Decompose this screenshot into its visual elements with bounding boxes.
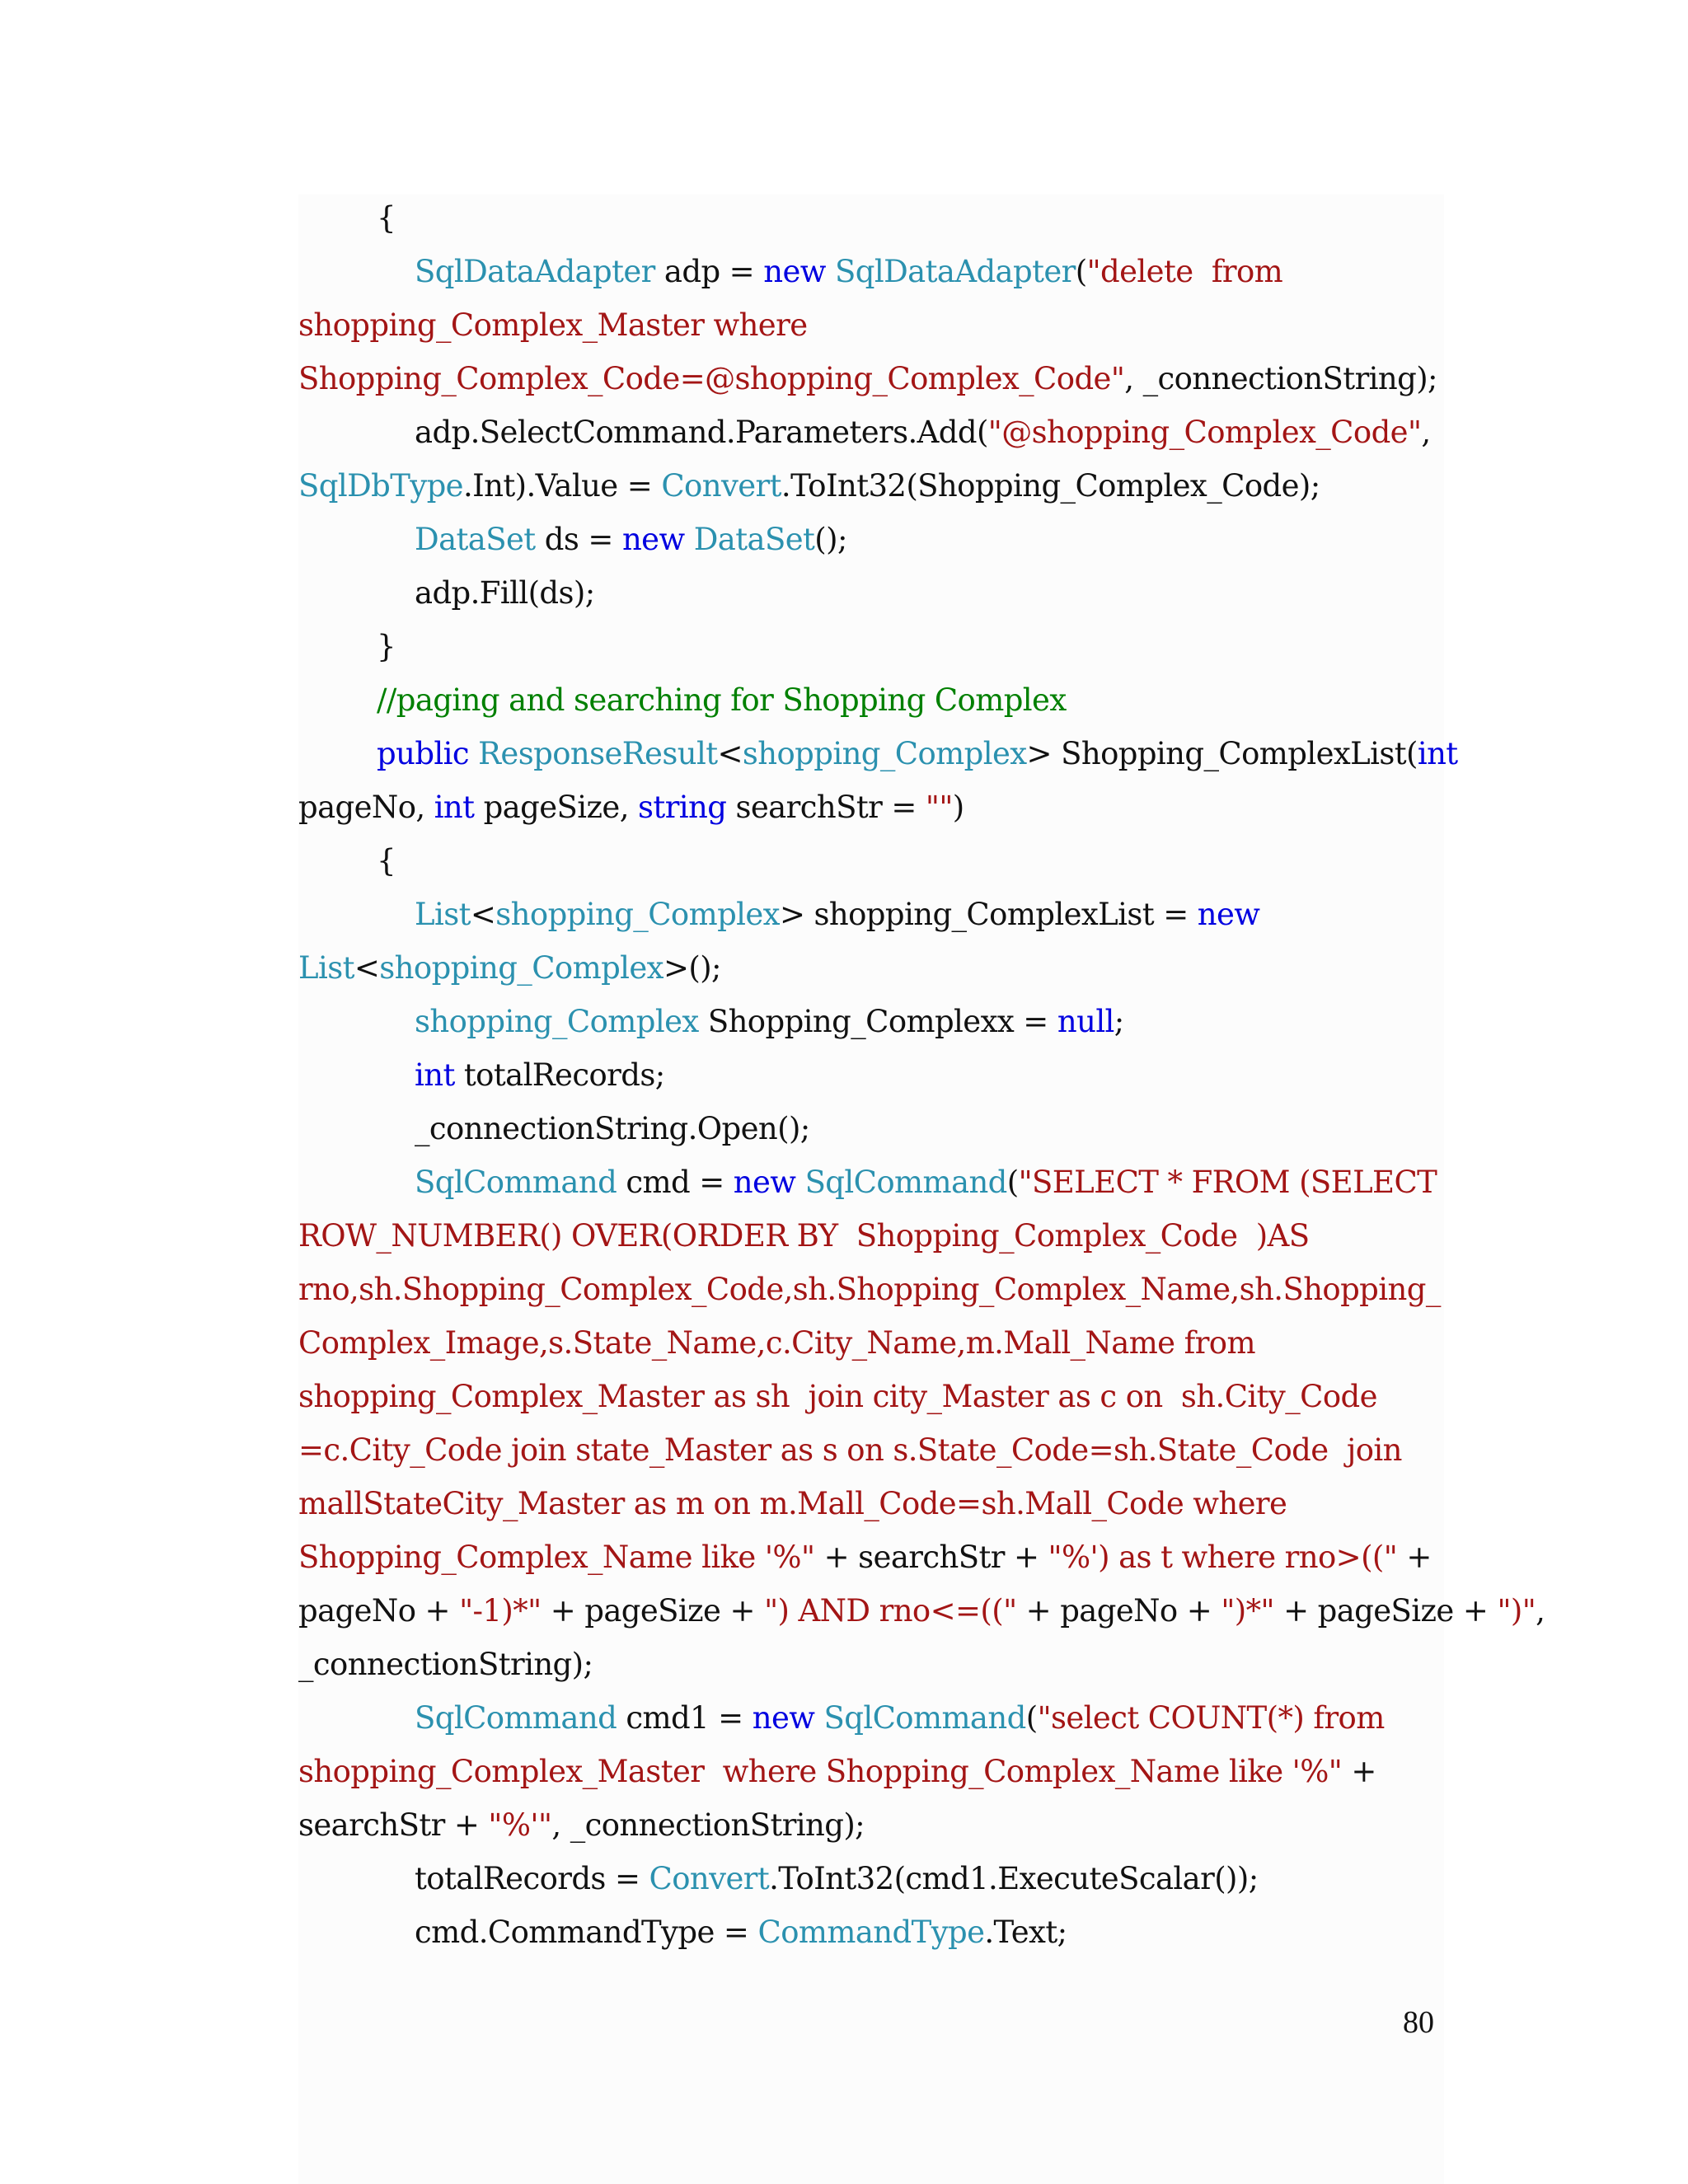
code-text-token: > Shopping_ComplexList( [1026, 736, 1418, 771]
code-keyword-token: null [1057, 1004, 1114, 1039]
code-string-token: "delete from [1086, 254, 1283, 289]
code-line [298, 834, 1452, 888]
code-line [298, 405, 1452, 459]
code-type-token: SqlCommand [804, 1165, 1007, 1200]
code-text-token: (); [814, 522, 847, 557]
code-type-token: SqlCommand [415, 1165, 617, 1200]
code-text-token: + [1397, 1540, 1432, 1575]
code-text-token: cmd.CommandType = [415, 1915, 758, 1950]
code-text-token: ( [1025, 1700, 1038, 1736]
code-text-token: searchStr = [726, 790, 926, 825]
code-text-token: .Int).Value = [462, 468, 662, 504]
code-type-token: DataSet [693, 522, 815, 557]
code-keyword-token: int [434, 790, 475, 825]
code-text-token: .ToInt32(Shopping_Complex_Code); [781, 468, 1320, 504]
code-text-token: , [1536, 1593, 1545, 1629]
code-text-token [795, 1165, 804, 1200]
code-text-token: >(); [663, 950, 721, 986]
code-string-token: "@shopping_Complex_Code" [987, 415, 1422, 450]
code-line [298, 1155, 1452, 1209]
code-type-token: SqlDbType [298, 468, 463, 504]
code-text-token: Shopping_Complexx = [698, 1004, 1057, 1039]
code-line [298, 352, 1452, 405]
code-type-token: shopping_Complex [742, 736, 1027, 771]
code-line [298, 1102, 1452, 1155]
code-keyword-token: public [377, 736, 469, 771]
code-line [298, 1048, 1452, 1102]
code-string-token: ROW_NUMBER() OVER(ORDER BY Shopping_Complex_Code )AS [298, 1218, 1310, 1254]
code-text-token: , _connectionString); [551, 1807, 865, 1843]
code-text-token [814, 1700, 823, 1736]
code-string-token: shopping_Complex_Master as sh join city_Master as c on sh.City_Code [298, 1379, 1377, 1414]
code-string-token: "%') as t where rno>((" [1048, 1540, 1398, 1575]
code-line [298, 1584, 1545, 1638]
code-line [298, 1263, 1452, 1316]
code-string-token: "select COUNT(*) from [1037, 1700, 1385, 1736]
code-text-token: _connectionString); [298, 1647, 593, 1682]
code-line [298, 620, 1452, 673]
code-line [298, 1530, 1452, 1584]
code-line [298, 1209, 1452, 1263]
code-line [298, 1691, 1452, 1745]
code-line [298, 566, 1452, 620]
code-line [298, 995, 1452, 1048]
code-type-token: CommandType [757, 1915, 985, 1950]
code-text-token: + pageNo + [1016, 1593, 1221, 1629]
code-type-token: DataSet [415, 522, 536, 557]
code-line [298, 1745, 1452, 1798]
code-string-token: "SELECT * FROM (SELECT [1018, 1165, 1437, 1200]
code-string-token: =c.City_Code join state_Master as s on s.State_Code=sh.State_Code join [298, 1432, 1402, 1468]
code-string-token: "-1)*" [459, 1593, 542, 1629]
code-text-token: pageNo, [298, 790, 434, 825]
code-text-token: cmd = [617, 1165, 734, 1200]
code-text-token: adp.SelectCommand.Parameters.Add( [415, 415, 988, 450]
code-string-token: "%'" [488, 1807, 552, 1843]
code-text-token [685, 522, 694, 557]
code-text-token: + pageSize + [541, 1593, 765, 1629]
code-line [298, 1852, 1452, 1905]
code-keyword-token: string [638, 790, 727, 825]
code-string-token: mallStateCity_Master as m on m.Mall_Code=sh.Mall_Code where [298, 1486, 1287, 1521]
code-text-token [826, 254, 835, 289]
code-string-token: Complex_Image,s.State_Name,c.City_Name,m.Mall_Name from [298, 1325, 1255, 1361]
code-keyword-token: int [415, 1057, 455, 1093]
code-line [298, 727, 1458, 780]
code-keyword-token: new [621, 522, 685, 557]
code-text-token: ( [1075, 254, 1087, 289]
code-line [298, 1798, 1452, 1852]
code-type-token: SqlDataAdapter [415, 254, 655, 289]
code-text-token: cmd1 = [617, 1700, 753, 1736]
code-line [298, 245, 1452, 298]
code-type-token: SqlCommand [415, 1700, 617, 1736]
code-line [298, 1316, 1452, 1370]
code-text-token: adp.Fill(ds); [415, 575, 595, 611]
code-type-token: List [298, 950, 354, 986]
code-string-token: Shopping_Complex_Name like '%" [298, 1540, 815, 1575]
code-text-token: pageSize, [474, 790, 639, 825]
code-type-token: Convert [649, 1861, 770, 1896]
code-type-token: shopping_Complex [495, 897, 780, 932]
code-text-token: totalRecords = [415, 1861, 649, 1896]
code-text-token: .Text; [984, 1915, 1067, 1950]
code-text-token: < [470, 897, 496, 932]
code-line [298, 673, 1452, 727]
code-line [298, 888, 1452, 941]
code-keyword-token: new [733, 1165, 796, 1200]
code-string-token: shopping_Complex_Master where Shopping_Complex_Name like '%" [298, 1754, 1343, 1789]
code-line [298, 780, 1452, 834]
code-line [298, 459, 1452, 513]
code-text-token: pageNo + [298, 1593, 460, 1629]
code-keyword-token: new [752, 1700, 815, 1736]
code-line [298, 513, 1452, 566]
code-line [298, 298, 1452, 352]
code-type-token: ResponseResult [478, 736, 718, 771]
page-number: 80 [1403, 2005, 1434, 2040]
code-string-token: "" [925, 790, 953, 825]
code-type-token: List [415, 897, 471, 932]
code-keyword-token: new [1197, 897, 1260, 932]
code-text-token: { [377, 843, 396, 879]
code-text-token: , [1421, 415, 1431, 450]
code-text-token [469, 736, 478, 771]
code-type-token: shopping_Complex [379, 950, 663, 986]
code-type-token: SqlCommand [823, 1700, 1026, 1736]
code-line [298, 1370, 1452, 1423]
code-keyword-token: int [1417, 736, 1458, 771]
code-string-token: ")" [1497, 1593, 1536, 1629]
code-string-token: ")*" [1221, 1593, 1274, 1629]
code-line [298, 1423, 1452, 1477]
code-text-token: + searchStr + [814, 1540, 1048, 1575]
code-type-token: SqlDataAdapter [835, 254, 1076, 289]
code-text-token: adp = [654, 254, 764, 289]
code-type-token: Convert [661, 468, 781, 504]
code-text-token: + [1342, 1754, 1376, 1789]
code-text-token: < [717, 736, 743, 771]
code-keyword-token: new [763, 254, 826, 289]
code-text-token: totalRecords; [454, 1057, 665, 1093]
code-line [298, 1905, 1452, 1959]
code-text-token: .ToInt32(cmd1.ExecuteScalar()); [769, 1861, 1259, 1896]
code-string-token: rno,sh.Shopping_Complex_Code,sh.Shopping_Complex_Name,sh.Shopping_ [298, 1272, 1441, 1307]
code-text-token: + pageSize + [1273, 1593, 1498, 1629]
code-string-token: shopping_Complex_Master where [298, 307, 808, 343]
code-line [298, 941, 1452, 995]
code-text-token: ds = [535, 522, 622, 557]
code-block [298, 191, 1545, 1959]
code-text-token: ( [1006, 1165, 1019, 1200]
code-text-token: , _connectionString); [1124, 361, 1437, 396]
code-string-token: ") AND rno<=((" [764, 1593, 1017, 1629]
code-line [298, 1477, 1452, 1530]
code-text-token: > shopping_ComplexList = [779, 897, 1198, 932]
code-text-token: < [354, 950, 380, 986]
code-type-token: shopping_Complex [415, 1004, 699, 1039]
code-text-token: ; [1114, 1004, 1124, 1039]
code-string-token: Shopping_Complex_Code=@shopping_Complex_Code" [298, 361, 1125, 396]
code-line [298, 191, 1452, 245]
code-line [298, 1638, 1452, 1691]
code-comment-token: //paging and searching for Shopping Complex [377, 682, 1067, 718]
code-text-token: } [377, 629, 396, 664]
code-text-token: searchStr + [298, 1807, 489, 1843]
code-text-token: _connectionString.Open(); [415, 1111, 810, 1146]
code-text-token: { [377, 200, 396, 236]
code-text-token: ) [952, 790, 964, 825]
